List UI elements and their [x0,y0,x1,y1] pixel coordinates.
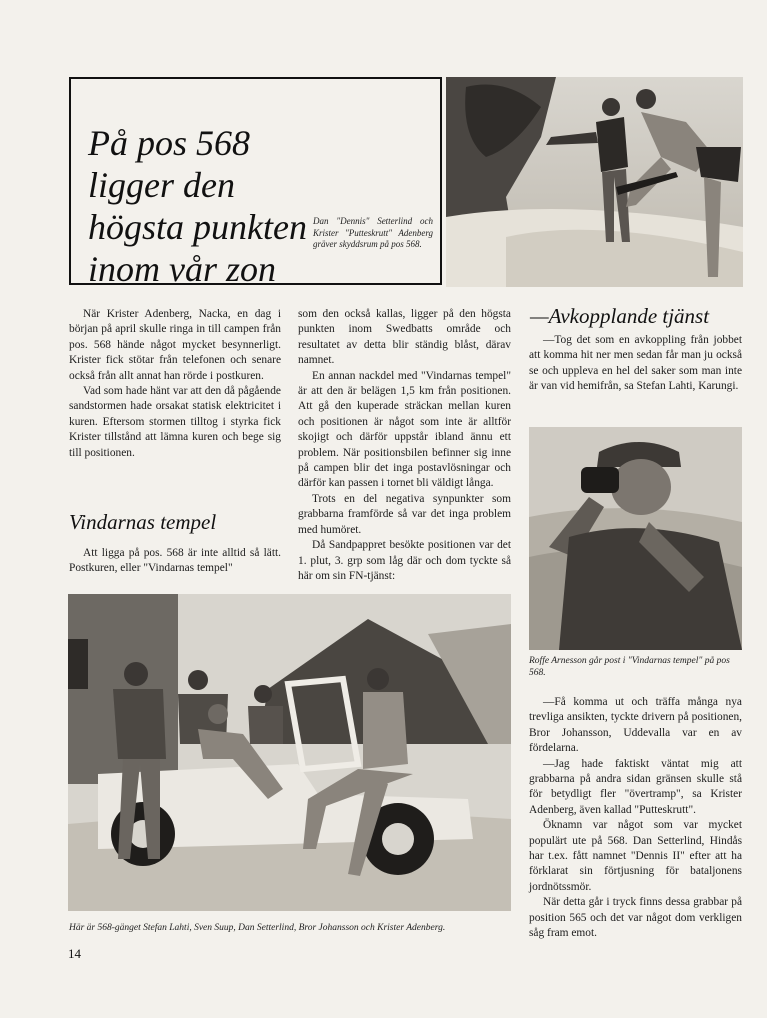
column-1b-text [69,546,281,577]
column-3a-text [529,333,742,395]
paragraph: När detta går i tryck finns dessa grabbar på position 565 och det var något dom verkligen såg fram emot. [529,896,742,940]
column-2-text [298,307,511,584]
paragraph: —Jag hade faktiskt väntat mig att grabbarna på andra sidan gränsen skulle stå för betydligt fler "övertramp", sa Krister Adenberg, även kallad "Putteskrutt". [529,757,742,816]
article-title [88,122,318,290]
paragraph: —Tog det som en avkoppling från jobbet att komma hit ner men sedan får man ju också se och uppleva en hel del saker som man inte är van vid hemifrån, sa Stefan Lahti, Karungi. [529,334,742,393]
paragraph: Då Sandpappret besökte positionen var det 1. plut, 3. grp som låg där och dom tyckte så här om sin FN-tjänst: [298,539,511,582]
column-1-text [69,307,281,461]
subheading-avkopplande-tjanst: —Avkopplande tjänst [530,304,710,328]
photo-caption-top: Dan "Dennis" Setterlind och Krister "Putteskrutt" Adenberg gräver skyddsrum på pos 568. [313,216,433,249]
paragraph: En annan nackdel med "Vindarnas tempel" är att den är belägen 1,5 km från positionen. Att gå den kuperade sträckan mellan kuren och positionen är något som inte är alltför skojigt och därför uppstår ibland ännu ett problem. När positionsbilen befinner sig inne på campen blir det inga postavlösningar och därför kan passen i tornet bli väldigt långa. [298,369,511,490]
subheading-vindarnas-tempel: Vindarnas tempel [69,510,217,534]
photo-binoculars [529,427,742,650]
paragraph: som den också kallas, ligger på den högsta punkten inom Swedbatts område och resultatet av detta blir ständig blåst, därav namnet. [298,308,511,367]
paragraph: Att ligga på pos. 568 är inte alltid så lätt. Postkuren, eller "Vindarnas tempel" [69,547,281,575]
paragraph: Trots en del negativa synpunkter som grabbarna framförde så var det inga problem med humöret. [298,492,511,536]
title-line: ligger den [88,165,235,205]
page-number: 14 [68,946,81,961]
photo-group-jeep [68,594,511,911]
title-line: På pos 568 [88,123,250,163]
column-3b-text [529,695,742,942]
photo-digging [446,77,743,287]
paragraph: När Krister Adenberg, Nacka, en dag i början på april skulle ringa in till campen från pos. 568 hände något mycket besynnerligt. Krister fick stötar från telefonen och senare också från allt annat han rörde i postkuren. [69,308,281,382]
title-line: inom vår zon [88,249,276,289]
paragraph: —Få komma ut och träffa många nya trevliga ansikten, tyckte drivern på positionen, Bror Johansson, Uddevalla var en av fördelarna. [529,696,742,755]
photo-caption-mid: Roffe Arnesson går post i "Vindarnas tempel" på pos 568. [529,656,730,678]
photo-caption-bottom: Här är 568-gänget Stefan Lahti, Sven Suup, Dan Setterlind, Bror Johansson och Krister Adenberg. [69,923,446,933]
paragraph: Öknamn var något som var mycket populärt ute på 568. Dan Setterlind, Hindås har t.ex. fått namnet "Dennis II" efter att ha förklarat sin förtjusning för bataljonens jordnötssmör. [529,819,742,893]
title-line: högsta punkten [88,207,307,247]
paragraph: Vad som hade hänt var att den då pågående sandstormen hade orsakat statisk elektricitet i kuren. Eftersom stormen tilltog i styrka fick Krister tillstånd att lämna kuren och bege sig till positionen. [69,385,281,459]
